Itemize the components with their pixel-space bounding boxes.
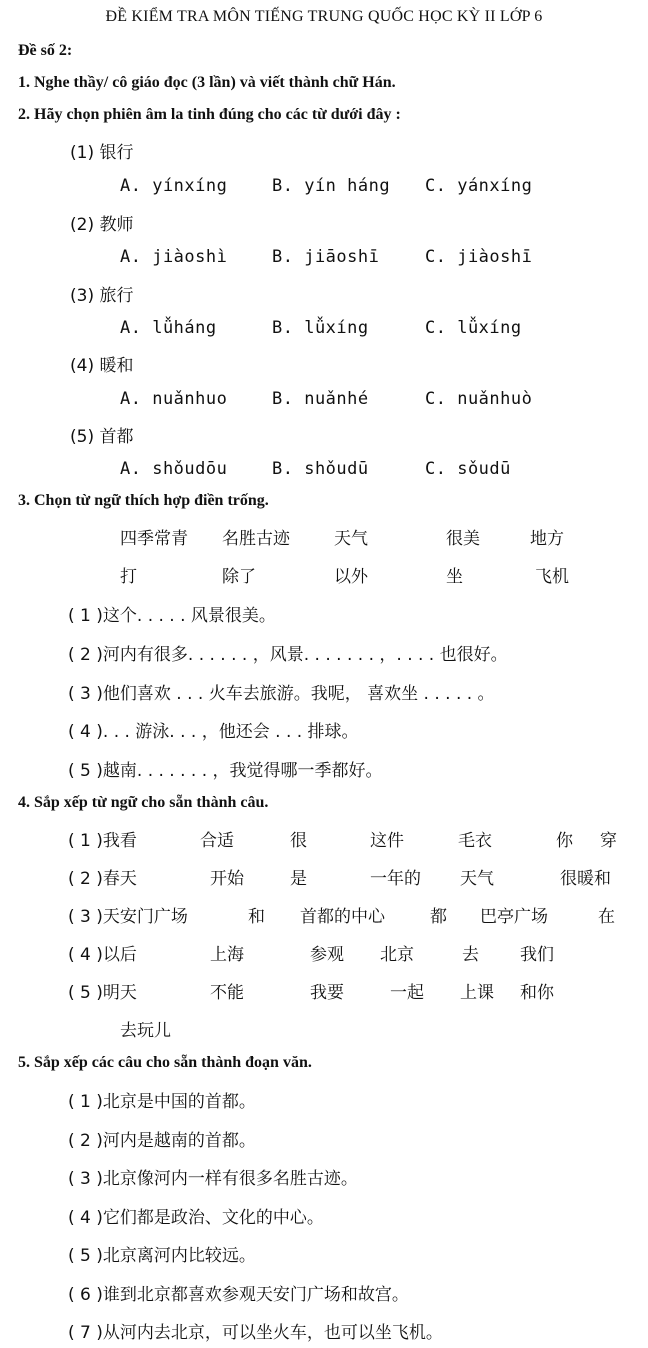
arrange-word: 巴亭广场: [480, 907, 548, 927]
q2-option-b: B. shǒudū: [272, 459, 369, 479]
exam-number: Đề số 2:: [18, 42, 73, 59]
arrange-word: ( 5 )明天: [68, 983, 137, 1003]
word-bank-item: 打: [120, 567, 137, 587]
question-2-heading: 2. Hãy chọn phiên âm la tinh đúng cho các từ dưới đây :: [18, 106, 401, 123]
arrange-word: 在: [598, 907, 615, 927]
word-bank-item: 以外: [334, 567, 368, 587]
q2-option-a: A. nuǎnhuo: [120, 389, 228, 409]
question-4-heading: 4. Sắp xếp từ ngữ cho sẵn thành câu.: [18, 794, 269, 811]
word-bank-item: 坐: [446, 567, 463, 587]
page-title: ĐỀ KIỂM TRA MÔN TIẾNG TRUNG QUỐC HỌC KỲ II LỚP 6: [105, 8, 543, 25]
arrange-word: 合适: [200, 831, 234, 851]
question-1: 1. Nghe thầy/ cô giáo đọc (3 lần) và viết thành chữ Hán.: [18, 74, 396, 91]
arrange-word: 都: [430, 907, 447, 927]
arrange-word: 去: [462, 945, 479, 965]
paragraph-sentence: ( 2 )河内是越南的首都。: [68, 1131, 256, 1151]
arrange-word: ( 2 )春天: [68, 869, 137, 889]
paragraph-sentence: ( 5 )北京离河内比较远。: [68, 1246, 256, 1266]
arrange-word: ( 3 )天安门广场: [68, 907, 188, 927]
fill-sentence: ( 4 ). . . 游泳. . . ，他还会 . . . 排球。: [68, 722, 359, 742]
arrange-word: 一年的: [370, 869, 421, 889]
question-3-heading: 3. Chọn từ ngữ thích hợp điền trống.: [18, 492, 269, 509]
q2-option-a: A. lǚháng: [120, 318, 217, 338]
q2-option-c: C. lǚxíng: [425, 318, 522, 338]
arrange-word: 一起: [390, 983, 424, 1003]
arrange-word: 去玩儿: [120, 1021, 171, 1041]
arrange-word: 天气: [460, 869, 494, 889]
word-bank-item: 地方: [530, 529, 564, 549]
arrange-word: 和你: [520, 983, 554, 1003]
q2-option-b: B. nuǎnhé: [272, 389, 369, 409]
paragraph-sentence: ( 4 )它们都是政治、文化的中心。: [68, 1208, 324, 1228]
arrange-word: 你: [556, 831, 573, 851]
q2-option-a: A. shǒudōu: [120, 459, 228, 479]
arrange-word: ( 1 )我看: [68, 831, 137, 851]
q2-option-a: A. jiàoshì: [120, 247, 228, 267]
word-bank-item: 很美: [446, 529, 480, 549]
q2-option-b: B. lǚxíng: [272, 318, 369, 338]
q2-item-label: (5) 首都: [70, 427, 134, 447]
arrange-word: 我们: [520, 945, 554, 965]
q2-option-c: C. jiàoshī: [425, 247, 533, 267]
question-5-heading: 5. Sắp xếp các câu cho sẵn thành đoạn văn.: [18, 1054, 312, 1071]
arrange-word: 参观: [310, 945, 344, 965]
word-bank-item: 天气: [334, 529, 368, 549]
q2-option-c: C. yánxíng: [425, 176, 533, 196]
arrange-word: ( 4 )以后: [68, 945, 137, 965]
q2-item-label: (2) 教师: [70, 215, 134, 235]
q2-option-c: C. nuǎnhuò: [425, 389, 533, 409]
arrange-word: 北京: [380, 945, 414, 965]
arrange-word: 和: [248, 907, 265, 927]
fill-sentence: ( 2 )河内有很多. . . . . . ，风景. . . . . . . ，. . . . 也很好。: [68, 645, 508, 665]
q2-option-c: C. sǒudū: [425, 459, 511, 479]
word-bank-item: 除了: [222, 567, 256, 587]
paragraph-sentence: ( 7 )从河内去北京，可以坐火车，也可以坐飞机。: [68, 1323, 443, 1343]
word-bank-item: 飞机: [535, 567, 569, 587]
arrange-word: 首都的中心: [300, 907, 385, 927]
fill-sentence: ( 3 )他们喜欢 . . . 火车去旅游。我呢， 喜欢坐 . . . . . 。: [68, 684, 495, 704]
arrange-word: 很暖和: [560, 869, 611, 889]
arrange-word: 上海: [210, 945, 244, 965]
paragraph-sentence: ( 6 )谁到北京都喜欢参观天安门广场和故宫。: [68, 1285, 409, 1305]
word-bank-item: 四季常青: [120, 529, 188, 549]
word-bank-item: 名胜古迹: [222, 529, 290, 549]
arrange-word: 这件: [370, 831, 404, 851]
paragraph-sentence: ( 1 )北京是中国的首都。: [68, 1092, 256, 1112]
arrange-word: 是: [290, 869, 307, 889]
arrange-word: 毛衣: [458, 831, 492, 851]
q2-option-a: A. yínxíng: [120, 176, 228, 196]
arrange-word: 不能: [210, 983, 244, 1003]
fill-sentence: ( 5 )越南. . . . . . . ，我觉得哪一季都好。: [68, 761, 383, 781]
q2-option-b: B. jiāoshī: [272, 247, 380, 267]
q2-option-b: B. yín háng: [272, 176, 391, 196]
arrange-word: 穿: [600, 831, 617, 851]
paragraph-sentence: ( 3 )北京像河内一样有很多名胜古迹。: [68, 1169, 358, 1189]
arrange-word: 很: [290, 831, 307, 851]
q2-item-label: (1) 银行: [70, 143, 134, 163]
arrange-word: 开始: [210, 869, 244, 889]
arrange-word: 上课: [460, 983, 494, 1003]
q2-item-label: (4) 暖和: [70, 356, 134, 376]
q2-item-label: (3) 旅行: [70, 286, 134, 306]
fill-sentence: ( 1 )这个. . . . . 风景很美。: [68, 606, 276, 626]
arrange-word: 我要: [310, 983, 344, 1003]
